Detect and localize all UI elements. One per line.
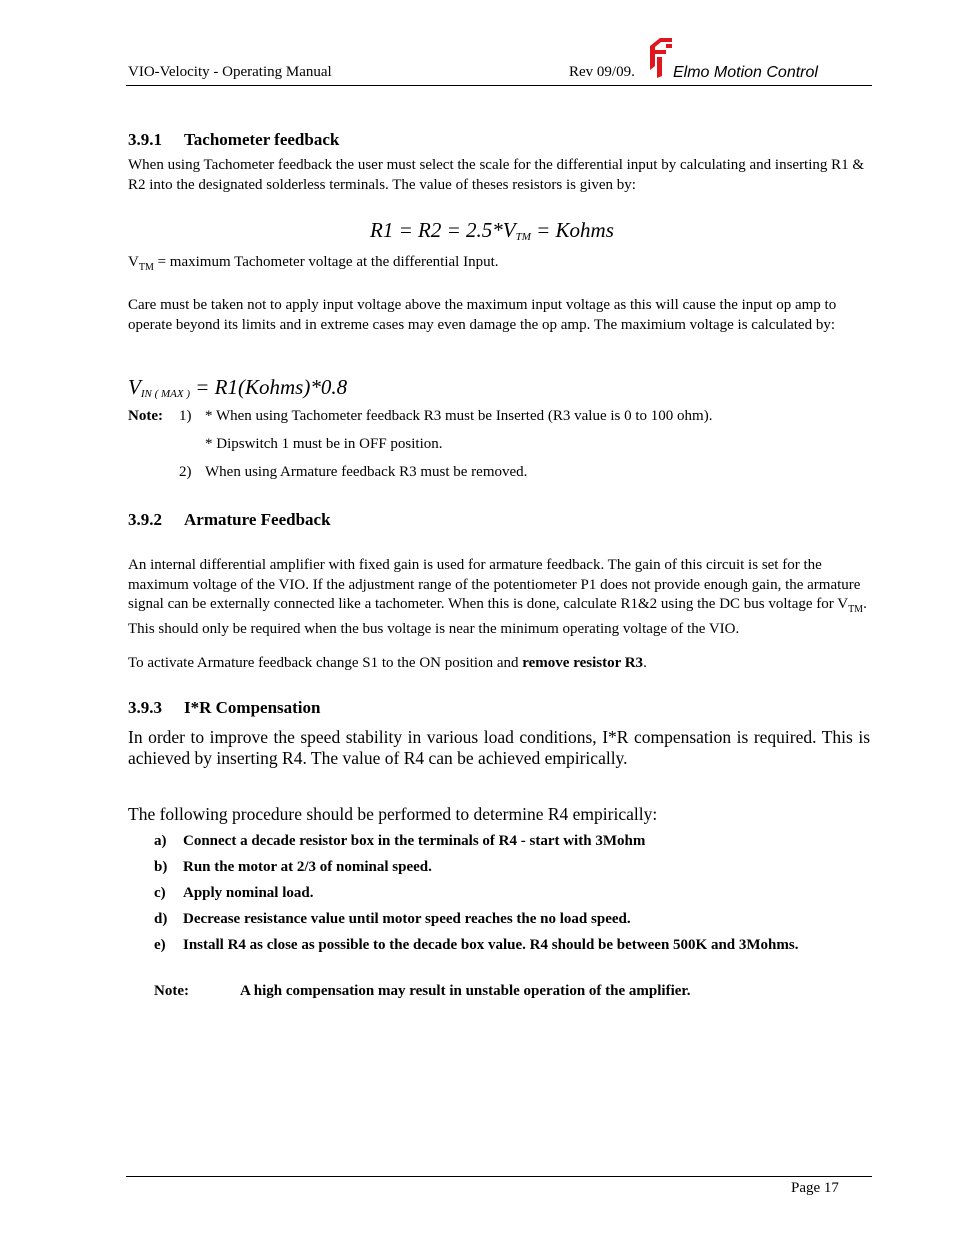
header-rule xyxy=(126,85,872,86)
formula-v: V xyxy=(128,375,141,399)
step-label: d) xyxy=(154,911,168,927)
section-393-heading xyxy=(128,698,321,718)
ir-procedure-intro: The following procedure should be performed to determine R4 empirically: xyxy=(128,804,658,824)
footer-rule xyxy=(126,1176,872,1177)
section-391-heading xyxy=(128,130,339,150)
section-number: 3.9.2 xyxy=(128,510,162,529)
armature-text-end: . This should only be required when the bus voltage is near the minimum operating voltage of the VIO. xyxy=(128,596,867,637)
formula-vin-max xyxy=(128,375,347,400)
armature-vtm-subscript: TM xyxy=(848,604,864,615)
step-text: Install R4 as close as possible to the decade box value. R4 should be between 500K and 3Mohms. xyxy=(183,937,799,953)
elmo-logo-icon xyxy=(648,36,674,78)
step-text: Decrease resistance value until motor speed reaches the no load speed. xyxy=(183,911,631,927)
activate-bold: remove resistor R3 xyxy=(522,655,644,671)
ir-intro: In order to improve the speed stability in various load conditions, I*R compensation is required. This is achieved by inserting R4. The value of R4 can be achieved empirically. xyxy=(128,727,870,768)
final-note-text: A high compensation may result in unstable operation of the amplifier. xyxy=(240,983,691,999)
formula-rhs: = Kohms xyxy=(530,218,614,242)
note-label: Note: xyxy=(128,408,163,424)
vtm-description: = maximum Tachometer voltage at the differential Input. xyxy=(153,254,499,270)
section-392-heading xyxy=(128,510,331,530)
formula-v-sub: IN ( MAX ) xyxy=(140,388,191,400)
note-line-2: When using Armature feedback R3 must be removed. xyxy=(205,464,528,480)
tacho-intro: When using Tachometer feedback the user must select the scale for the differential input by calculating and inserting R1 & R2 into the designated solderless terminals. The value of theses resistors is given by: xyxy=(128,157,865,193)
step-text: Apply nominal load. xyxy=(183,885,314,901)
formula-v-rhs: = R1(Kohms)*0.8 xyxy=(190,375,348,399)
company-name: Elmo Motion Control xyxy=(673,64,818,81)
vtm-symbol: V xyxy=(128,254,139,270)
activate-end: . xyxy=(643,655,647,671)
section-title: I*R Compensation xyxy=(184,698,321,717)
final-note-label: Note: xyxy=(154,983,189,999)
formula-lhs: R1 = R2 = 2.5*V xyxy=(370,218,516,242)
manual-title: VIO-Velocity - Operating Manual xyxy=(128,64,332,80)
formula-r1-r2 xyxy=(370,218,614,243)
vtm-subscript: TM xyxy=(138,262,154,273)
armature-activate xyxy=(128,654,870,674)
section-number: 3.9.1 xyxy=(128,130,162,149)
step-label: c) xyxy=(154,885,166,901)
section-number: 3.9.3 xyxy=(128,698,162,717)
vtm-definition xyxy=(128,253,870,278)
note-number-2: 2) xyxy=(179,464,192,480)
step-label: b) xyxy=(154,859,168,875)
step-text: Connect a decade resistor box in the terminals of R4 - start with 3Mohm xyxy=(183,833,646,849)
step-label: a) xyxy=(154,833,167,849)
formula-sub: TM xyxy=(515,231,531,243)
revision-label: Rev 09/09. xyxy=(569,64,635,80)
step-label: e) xyxy=(154,937,166,953)
page-number: Page 17 xyxy=(791,1180,839,1196)
note-line-1: * When using Tachometer feedback R3 must be Inserted (R3 value is 0 to 100 ohm). xyxy=(205,408,713,424)
section-title: Tachometer feedback xyxy=(184,130,340,149)
note-number-1: 1) xyxy=(179,408,192,424)
note-line-1b: * Dipswitch 1 must be in OFF position. xyxy=(205,436,443,452)
step-text: Run the motor at 2/3 of nominal speed. xyxy=(183,859,432,875)
care-paragraph: Care must be taken not to apply input voltage above the maximum input voltage as this will cause the input op amp to operate beyond its limits and in extreme cases may even damage the op amp. The maximium voltage is calculated by: xyxy=(128,297,837,333)
armature-text: An internal differential amplifier with fixed gain is used for armature feedback. The gain of this circuit is set for the maximum voltage of the VIO. If the adjustment range of the potentiometer P1 does not provide enough gain, the armature signal can be externally connected like a tachometer. When this is done, calculate R1&2 using the DC bus voltage for V xyxy=(128,557,861,612)
section-title: Armature Feedback xyxy=(184,510,331,529)
armature-paragraph xyxy=(128,556,872,639)
activate-text: To activate Armature feedback change S1 to the ON position and xyxy=(128,655,523,671)
